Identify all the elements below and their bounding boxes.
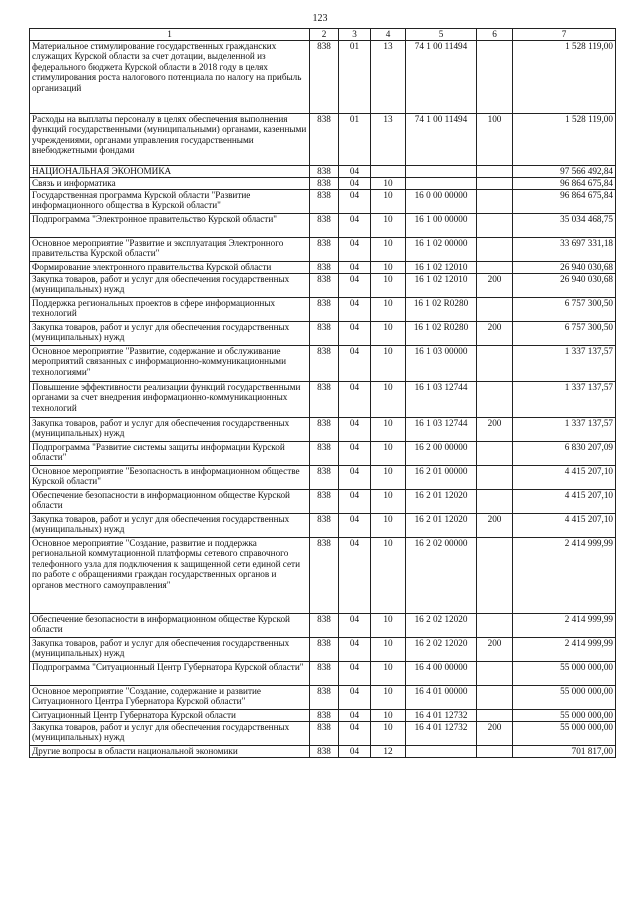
table-row [30,273,616,297]
table-row [30,709,616,721]
table-row [30,381,616,417]
amount: 1 528 119,00 [513,40,616,113]
amount: 26 940 030,68 [513,261,616,273]
code-target-article: 16 2 01 12020 [406,513,477,537]
code-expense-type: 200 [477,513,513,537]
table-row [30,745,616,757]
code-subsection: 10 [371,273,406,297]
table-row [30,513,616,537]
table-row [30,345,616,381]
amount: 2 414 999,99 [513,537,616,613]
code-section: 04 [339,441,371,465]
amount: 55 000 000,00 [513,709,616,721]
code-subsection: 10 [371,189,406,213]
column-header: 5 [406,29,477,41]
code-subsection: 10 [371,213,406,237]
code-ministry: 838 [310,721,339,745]
code-subsection: 10 [371,613,406,637]
code-ministry: 838 [310,381,339,417]
code-target-article: 16 4 01 12732 [406,709,477,721]
row-description: Основное мероприятие "Развитие, содержание и обслуживание мероприятий связанных с информационно-коммуникационными технологиями" [30,345,310,381]
row-description: НАЦИОНАЛЬНАЯ ЭКОНОМИКА [30,165,310,177]
code-expense-type: 100 [477,113,513,165]
code-subsection: 10 [371,709,406,721]
table-row [30,417,616,441]
code-section: 04 [339,709,371,721]
table-row [30,441,616,465]
code-expense-type [477,237,513,261]
code-expense-type [477,177,513,189]
table-row [30,177,616,189]
code-expense-type [477,40,513,113]
code-expense-type [477,685,513,709]
row-description: Закупка товаров, работ и услуг для обеспечения государственных (муниципальных) нужд [30,513,310,537]
code-subsection: 10 [371,417,406,441]
row-description: Закупка товаров, работ и услуг для обеспечения государственных (муниципальных) нужд [30,321,310,345]
code-section: 01 [339,40,371,113]
code-ministry: 838 [310,745,339,757]
code-target-article [406,177,477,189]
code-section: 04 [339,721,371,745]
table-row [30,489,616,513]
amount: 55 000 000,00 [513,661,616,685]
code-ministry: 838 [310,213,339,237]
amount: 1 337 137,57 [513,381,616,417]
code-target-article: 16 4 01 00000 [406,685,477,709]
amount: 701 817,00 [513,745,616,757]
code-section: 04 [339,661,371,685]
code-subsection: 10 [371,237,406,261]
code-expense-type: 200 [477,273,513,297]
code-ministry: 838 [310,417,339,441]
row-description: Связь и информатика [30,177,310,189]
code-section: 04 [339,381,371,417]
code-subsection: 10 [371,721,406,745]
code-section: 04 [339,465,371,489]
amount: 26 940 030,68 [513,273,616,297]
amount: 35 034 468,75 [513,213,616,237]
code-ministry: 838 [310,189,339,213]
column-header: 1 [30,29,310,41]
code-subsection: 10 [371,381,406,417]
code-ministry: 838 [310,537,339,613]
code-section: 04 [339,417,371,441]
code-subsection: 10 [371,637,406,661]
code-expense-type [477,745,513,757]
amount: 97 566 492,84 [513,165,616,177]
code-ministry: 838 [310,273,339,297]
code-ministry: 838 [310,685,339,709]
code-section: 04 [339,237,371,261]
code-target-article: 16 2 02 00000 [406,537,477,613]
code-expense-type: 200 [477,417,513,441]
code-ministry: 838 [310,321,339,345]
code-target-article: 74 1 00 11494 [406,40,477,113]
code-section: 04 [339,345,371,381]
code-subsection: 10 [371,513,406,537]
code-subsection: 10 [371,261,406,273]
code-ministry: 838 [310,113,339,165]
column-header: 3 [339,29,371,41]
code-section: 04 [339,537,371,613]
code-subsection: 10 [371,177,406,189]
code-target-article: 16 2 02 12020 [406,637,477,661]
code-ministry: 838 [310,165,339,177]
code-expense-type [477,661,513,685]
code-expense-type [477,613,513,637]
page-number: 123 [312,13,328,24]
row-description: Основное мероприятие "Развитие и эксплуатация Электронного правительства Курской области" [30,237,310,261]
row-description: Основное мероприятие "Безопасность в информационном обществе Курской области" [30,465,310,489]
code-section: 04 [339,745,371,757]
table-row [30,165,616,177]
code-target-article: 74 1 00 11494 [406,113,477,165]
table-row [30,537,616,613]
code-ministry: 838 [310,40,339,113]
amount: 4 415 207,10 [513,465,616,489]
table-row [30,661,616,685]
code-expense-type [477,489,513,513]
table-row [30,721,616,745]
code-section: 04 [339,165,371,177]
code-target-article: 16 2 01 12020 [406,489,477,513]
row-description: Расходы на выплаты персоналу в целях обеспечения выполнения функций государственными (муниципальными) органами, казенными учреждениями, органами управления государственными внебюджетными фондами [30,113,310,165]
code-expense-type [477,381,513,417]
code-subsection: 13 [371,113,406,165]
code-expense-type [477,709,513,721]
code-subsection: 10 [371,345,406,381]
amount: 33 697 331,18 [513,237,616,261]
row-description: Формирование электронного правительства Курской области [30,261,310,273]
code-section: 04 [339,213,371,237]
row-description: Основное мероприятие "Создание, развитие и поддержка региональной коммутационной платформы сетевого справочного телефонного узла для подключения к защищенной сети единой сети по работе с обращениями граждан государственных органов и органов местного самоуправления" [30,537,310,613]
code-expense-type: 200 [477,721,513,745]
code-ministry: 838 [310,261,339,273]
table-row [30,237,616,261]
table-row [30,321,616,345]
row-description: Основное мероприятие "Создание, содержание и развитие Ситуационного Центра Губернатора Курской области" [30,685,310,709]
code-ministry: 838 [310,465,339,489]
row-description: Закупка товаров, работ и услуг для обеспечения государственных (муниципальных) нужд [30,273,310,297]
code-target-article: 16 0 00 00000 [406,189,477,213]
code-target-article: 16 1 02 00000 [406,237,477,261]
code-section: 04 [339,189,371,213]
row-description: Обеспечение безопасности в информационном обществе Курской области [30,613,310,637]
code-section: 04 [339,273,371,297]
code-target-article [406,745,477,757]
code-target-article [406,165,477,177]
code-ministry: 838 [310,345,339,381]
code-ministry: 838 [310,709,339,721]
amount: 1 337 137,57 [513,417,616,441]
code-target-article: 16 2 01 00000 [406,465,477,489]
code-target-article: 16 2 02 12020 [406,613,477,637]
amount: 6 757 300,50 [513,297,616,321]
code-expense-type [477,345,513,381]
row-description: Закупка товаров, работ и услуг для обеспечения государственных (муниципальных) нужд [30,637,310,661]
amount: 6 830 207,09 [513,441,616,465]
code-subsection: 10 [371,321,406,345]
code-ministry: 838 [310,441,339,465]
code-ministry: 838 [310,613,339,637]
code-subsection: 10 [371,537,406,613]
code-target-article: 16 1 03 12744 [406,417,477,441]
amount: 96 864 675,84 [513,189,616,213]
row-description: Закупка товаров, работ и услуг для обеспечения государственных (муниципальных) нужд [30,721,310,745]
table-row [30,613,616,637]
code-ministry: 838 [310,513,339,537]
code-section: 04 [339,321,371,345]
code-ministry: 838 [310,637,339,661]
code-subsection: 10 [371,297,406,321]
table-row [30,637,616,661]
code-subsection: 10 [371,661,406,685]
code-expense-type: 200 [477,637,513,661]
code-target-article: 16 2 00 00000 [406,441,477,465]
code-section: 04 [339,177,371,189]
amount: 4 415 207,10 [513,513,616,537]
amount: 96 864 675,84 [513,177,616,189]
amount: 1 337 137,57 [513,345,616,381]
table-row [30,189,616,213]
row-description: Ситуационный Центр Губернатора Курской области [30,709,310,721]
table-row [30,297,616,321]
code-section: 04 [339,613,371,637]
header-row [30,29,616,41]
code-section: 04 [339,685,371,709]
code-expense-type: 200 [477,321,513,345]
table-row [30,465,616,489]
code-target-article: 16 4 00 00000 [406,661,477,685]
code-target-article: 16 1 03 12744 [406,381,477,417]
code-expense-type [477,465,513,489]
code-expense-type [477,441,513,465]
code-section: 04 [339,489,371,513]
code-expense-type [477,261,513,273]
table-row [30,261,616,273]
row-description: Подпрограмма "Развитие системы защиты информации Курской области" [30,441,310,465]
amount: 2 414 999,99 [513,637,616,661]
code-section: 04 [339,261,371,273]
row-description: Обеспечение безопасности в информационном обществе Курской области [30,489,310,513]
code-subsection [371,165,406,177]
column-header: 7 [513,29,616,41]
amount: 1 528 119,00 [513,113,616,165]
code-section: 04 [339,513,371,537]
code-expense-type [477,297,513,321]
table-row [30,40,616,113]
row-description: Государственная программа Курской области "Развитие информационного общества в Курской области" [30,189,310,213]
code-target-article: 16 4 01 12732 [406,721,477,745]
amount: 55 000 000,00 [513,685,616,709]
row-description: Повышение эффективности реализации функций государственными органами за счет внедрения информационно-коммуникационных технологий [30,381,310,417]
row-description: Материальное стимулирование государственных гражданских служащих Курской области за счет дотации, выделенной из федерального бюджета Курской области в 2018 году в целях стимулирования роста налогового потенциала по налогу на прибыль организаций [30,40,310,113]
column-header: 4 [371,29,406,41]
amount: 55 000 000,00 [513,721,616,745]
code-target-article: 16 1 02 12010 [406,273,477,297]
code-section: 01 [339,113,371,165]
code-ministry: 838 [310,661,339,685]
code-expense-type [477,165,513,177]
code-target-article: 16 1 02 R0280 [406,321,477,345]
code-subsection: 13 [371,40,406,113]
code-subsection: 10 [371,441,406,465]
column-header: 2 [310,29,339,41]
code-target-article: 16 1 03 00000 [406,345,477,381]
code-section: 04 [339,297,371,321]
code-ministry: 838 [310,297,339,321]
amount: 4 415 207,10 [513,489,616,513]
code-subsection: 10 [371,465,406,489]
code-target-article: 16 1 02 R0280 [406,297,477,321]
amount: 6 757 300,50 [513,321,616,345]
code-ministry: 838 [310,177,339,189]
code-subsection: 12 [371,745,406,757]
code-expense-type [477,213,513,237]
amount: 2 414 999,99 [513,613,616,637]
row-description: Подпрограмма "Электронное правительство Курской области" [30,213,310,237]
row-description: Закупка товаров, работ и услуг для обеспечения государственных (муниципальных) нужд [30,417,310,441]
code-expense-type [477,189,513,213]
code-ministry: 838 [310,489,339,513]
column-header: 6 [477,29,513,41]
code-expense-type [477,537,513,613]
budget-table [29,28,616,758]
code-target-article: 16 1 02 12010 [406,261,477,273]
row-description: Другие вопросы в области национальной экономики [30,745,310,757]
code-section: 04 [339,637,371,661]
table-row [30,685,616,709]
row-description: Подпрограмма "Ситуационный Центр Губернатора Курской области" [30,661,310,685]
table-row [30,113,616,165]
table-row [30,213,616,237]
row-description: Поддержка региональных проектов в сфере информационных технологий [30,297,310,321]
code-subsection: 10 [371,489,406,513]
code-subsection: 10 [371,685,406,709]
code-ministry: 838 [310,237,339,261]
code-target-article: 16 1 00 00000 [406,213,477,237]
